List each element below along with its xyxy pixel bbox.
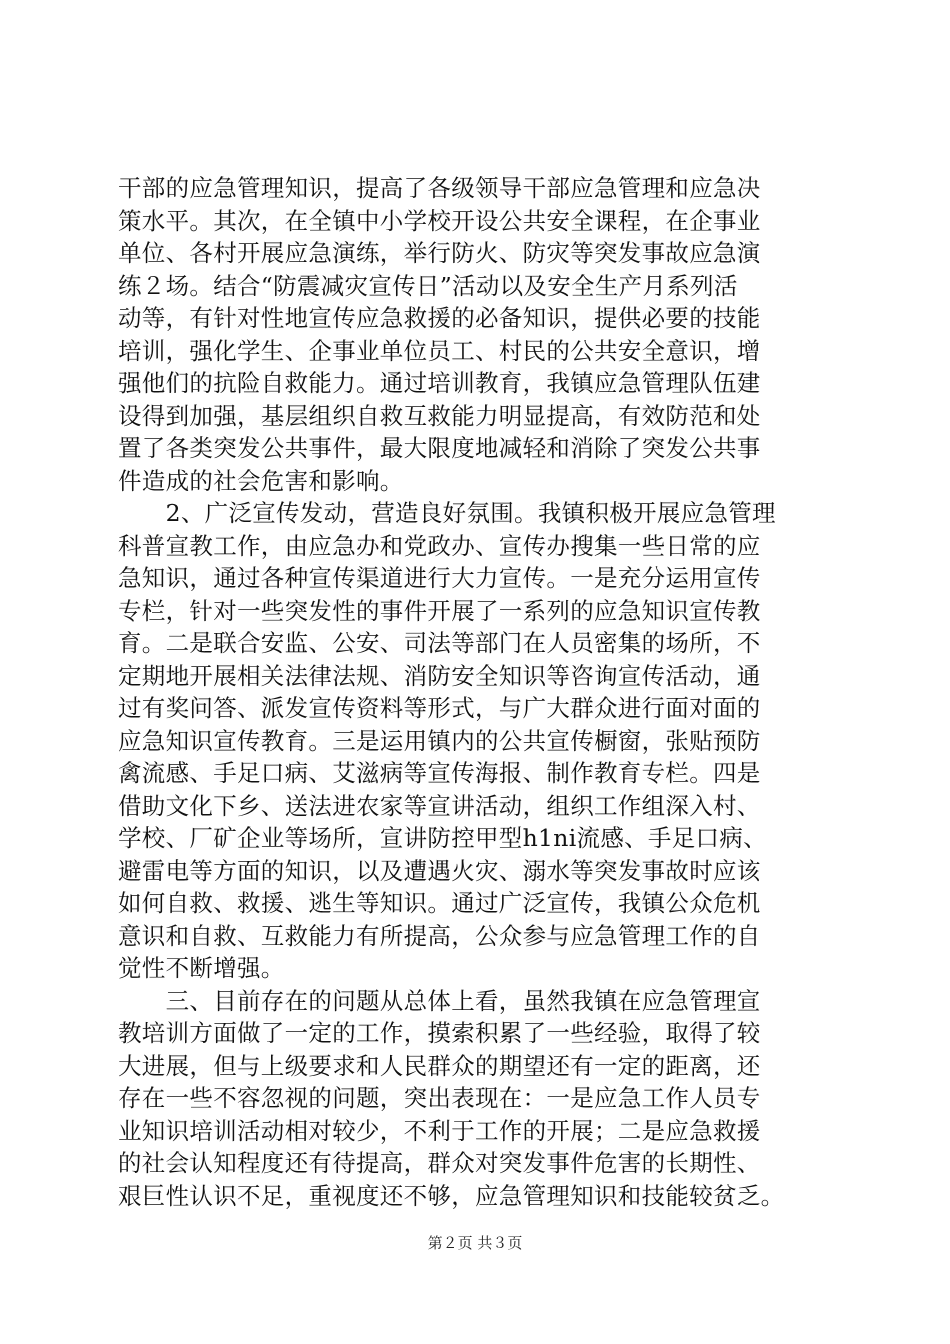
text-line: 存在一些不容忽视的问题，突出表现在：一是应急工作人员专 [118, 1084, 761, 1112]
text-line: 借助文化下乡、送法进农家等宣讲活动，组织工作组深入村、 [118, 791, 761, 820]
text-line: 的社会认知程度还有待提高，群众对突发事件危害的长期性、 [118, 1149, 761, 1177]
text-line: 专栏，针对一些突发性的事件开展了一系列的应急知识宣传教 [118, 596, 761, 625]
text-line: 2、广泛宣传发动，营造良好氛围。我镇积极开展应急管理 [118, 499, 776, 527]
text-line: 设得到加强，基层组织自救互救能力明显提高，有效防范和处 [118, 401, 761, 430]
text-line: 置了各类突发公共事件，最大限度地减轻和消除了突发公共事 [118, 434, 761, 462]
text-line: 大进展，但与上级要求和人民群众的期望还有一定的距离，还 [118, 1051, 761, 1080]
text-line: 过有奖问答、派发宣传资料等形式，与广大群众进行面对面的 [118, 694, 761, 722]
text-line: 强他们的抗险自救能力。通过培训教育，我镇应急管理队伍建 [118, 369, 761, 397]
text-line: 急知识，通过各种宣传渠道进行大力宣传。一是充分运用宣传 [118, 564, 761, 592]
text-line: 干部的应急管理知识，提高了各级领导干部应急管理和应急决 [118, 174, 761, 202]
text-line: 应急知识宣传教育。三是运用镇内的公共宣传橱窗，张贴预防 [118, 726, 761, 755]
text-line: 培训，强化学生、企事业单位员工、村民的公共安全意识，增 [118, 336, 761, 365]
text-line: 科普宣教工作，由应急办和党政办、宣传办搜集一些日常的应 [118, 531, 761, 560]
text-line: 单位、各村开展应急演练，举行防火、防灾等突发事故应急演 [118, 239, 761, 267]
text-line: 学校、厂矿企业等场所，宣讲防控甲型h1ni流感、手足口病、 [118, 824, 767, 852]
text-line: 定期地开展相关法律法规、消防安全知识等咨询宣传活动，通 [118, 661, 761, 690]
text-line: 练２场。结合“防震减灾宣传日”活动以及安全生产月系列活 [118, 271, 738, 300]
text-line: 艰巨性认识不足，重视度还不够，应急管理知识和技能较贫乏。 [118, 1181, 785, 1210]
text-line: 意识和自救、互救能力有所提高，公众参与应急管理工作的自 [118, 921, 761, 950]
text-line: 教培训方面做了一定的工作，摸索积累了一些经验，取得了较 [118, 1019, 761, 1047]
document-body [118, 172, 838, 1212]
text-line: 动等，有针对性地宣传应急救援的必备知识，提供必要的技能 [118, 304, 761, 332]
text-line: 如何自救、救援、逃生等知识。通过广泛宣传，我镇公众危机 [118, 889, 761, 917]
text-line: 业知识培训活动相对较少，不利于工作的开展；二是应急救援 [118, 1116, 761, 1145]
text-line: 策水平。其次，在全镇中小学校开设公共安全课程，在企事业 [118, 206, 761, 235]
text-line: 育。二是联合安监、公安、司法等部门在人员密集的场所，不 [118, 629, 761, 657]
text-line: 三、目前存在的问题从总体上看，虽然我镇在应急管理宣 [118, 986, 761, 1015]
text-line: 件造成的社会危害和影响。 [118, 466, 404, 495]
text-line: 觉性不断增强。 [118, 954, 285, 982]
text-line: 禽流感、手足口病、艾滋病等宣传海报、制作教育专栏。四是 [118, 759, 761, 787]
page-number-footer: 第２页 共３页 [427, 1234, 523, 1252]
text-line: 避雷电等方面的知识，以及遭遇火灾、溺水等突发事故时应该 [118, 856, 761, 885]
